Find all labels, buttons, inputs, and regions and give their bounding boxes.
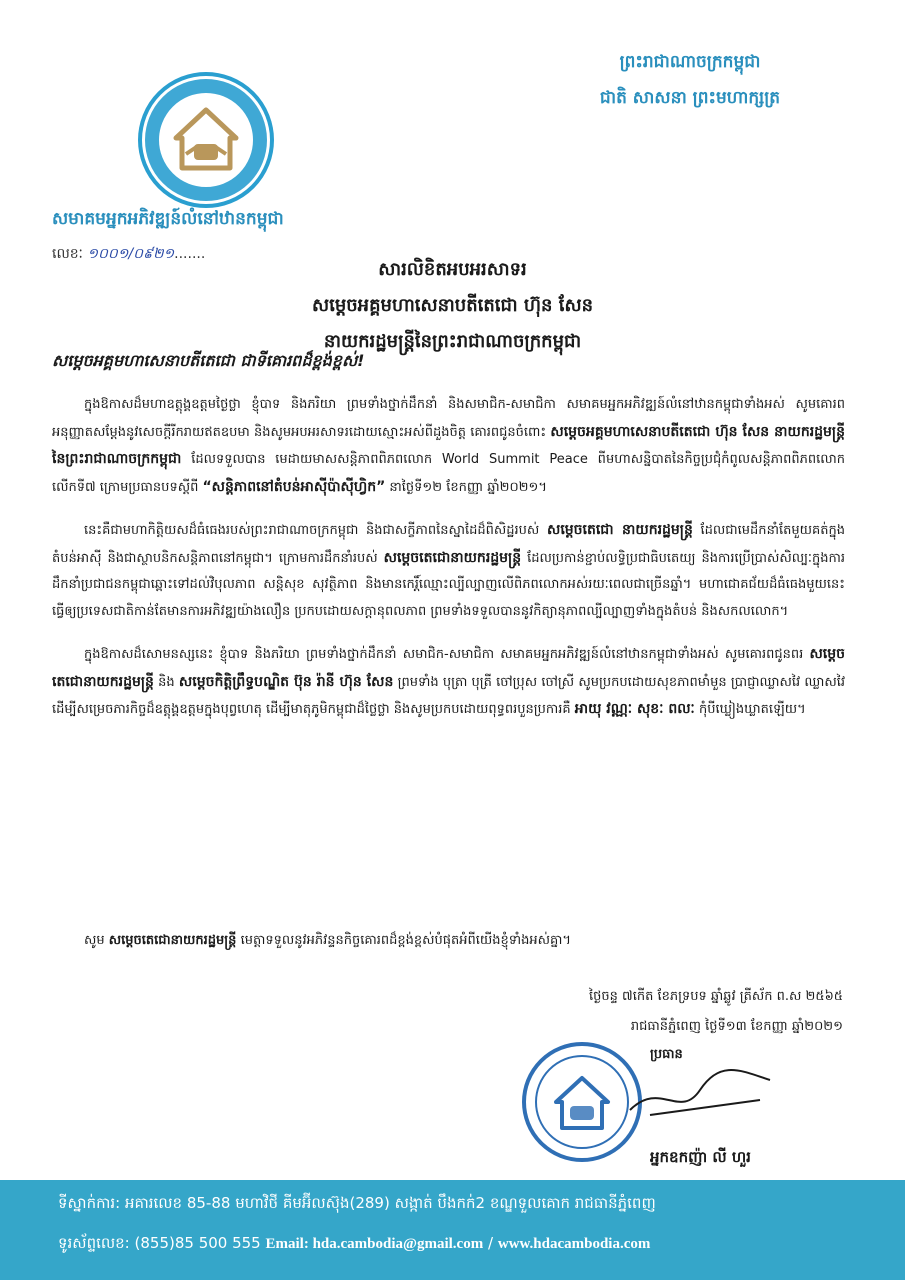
paragraph-bold: អាយុ វណ្ណៈ សុខៈ ពលៈ bbox=[574, 701, 695, 717]
letter-footer bbox=[0, 1180, 905, 1280]
paragraph-text: កុំបីឃ្លៀងឃ្លាតឡើយ។ bbox=[698, 702, 806, 717]
organization-name: សមាគមអ្នកអភិវឌ្ឍន៍លំនៅឋានកម្ពុជា bbox=[52, 209, 284, 229]
solar-date: រាជធានីភ្នំពេញ ថ្ងៃទី១៣ ខែកញ្ញា ឆ្នាំ២០២១ bbox=[630, 1019, 843, 1034]
reference-label: លេខៈ bbox=[52, 246, 83, 262]
salutation: សម្តេចអគ្គមហាសេនាបតីតេជោ ជាទីគោរពដ៏ខ្ពង់ខ្ពស់! bbox=[52, 351, 365, 370]
signer-role: ប្រធាន bbox=[650, 1047, 683, 1062]
paragraph-text: ព្រមទាំង បុត្រា បុត្រី ចៅប្រុស ចៅស្រី សូមប្រកបដោយសុខភាពមាំមួន ប្រាជ្ញាឈ្លាសវៃ ឈ្លាសវៃ ដើម្បីសម្រេចភារកិច្ចដ៏ឧត្តុង្គឧត្តមក្នុងបុព្វហេតុ ដើម្បីមាតុភូមិកម្ពុជាដ៏ថ្លៃថ្លា និងសូមប្រកបដោយពុទ្ធពរបួនប្រការគឺ bbox=[52, 674, 845, 717]
email-address: Email: hda.cambodia@gmail.com bbox=[265, 1236, 484, 1252]
paragraph-bold: សម្តេចកិត្តិព្រឹទ្ធបណ្ឌិត ប៊ុន រ៉ានី ហ៊ុន សែន bbox=[178, 673, 394, 690]
title-line-1: សារលិខិតអបអរសាទរ bbox=[378, 259, 527, 280]
paragraph-text: ដែលទទួលបាន មេដាយមាសសន្តិភាពពិភពលោក World Summit Peace ពីមហាសន្និបាតនៃកិច្ចប្រជុំកំពូលសន្តិភាពពិភពលោកលើកទី៧ ក្រោមប្រធានបទស្តីពី bbox=[52, 452, 845, 495]
paragraph-2 bbox=[52, 517, 845, 625]
paragraph-bold: សម្តេចតេជោនាយករដ្ឋមន្ត្រី bbox=[383, 549, 522, 566]
closing-prefix: សូម bbox=[84, 933, 105, 948]
closing-bold: សម្តេចតេជោនាយករដ្ឋមន្ត្រី bbox=[108, 933, 237, 948]
footer-separator: / bbox=[488, 1234, 494, 1252]
paragraph-text: នាថ្ងៃទី១២ ខែកញ្ញា ឆ្នាំ២០២១។ bbox=[389, 479, 547, 495]
association-logo-icon bbox=[136, 70, 276, 210]
footer-contact bbox=[58, 1234, 650, 1256]
phone-number: (855)85 500 555 bbox=[134, 1234, 261, 1252]
paragraph-text: ដែលប្រកាន់ខ្ជាប់លទ្ធិប្រជាធិបតេយ្យ និងការប្រើប្រាស់សិល្បៈក្នុងការដឹកនាំប្រជាជនកម្ពុជាឆ្ពោះទៅដល់វិបុលភាព សន្តិសុខ សុវត្ថិភាព និងមានកេរ្តិ៍ឈ្មោះល្បីល្បាញលើពិភពលោកអស់រយៈពេលជាច្រើនឆ្នាំ។ មហាជោគជ័យដ៏ធំធេងមួយនេះ ធ្វើឲ្យប្រទេសជាតិកាន់តែមានការអភិវឌ្ឍយ៉ាងលឿន ប្រកបដោយសក្តានុពលភាព ព្រមទាំងទទួលបាននូវកិត្យានុភាពល្បីល្បាញទាំងក្នុងតំបន់ និងសកលលោក។ bbox=[52, 550, 845, 619]
title-line-3: នាយករដ្ឋមន្ត្រីនៃព្រះរាជាណាចក្រកម្ពុជា bbox=[323, 331, 582, 352]
letter-title bbox=[180, 252, 725, 360]
closing-line bbox=[84, 932, 571, 951]
date-block bbox=[589, 982, 843, 1042]
title-line-2: សម្តេចអគ្គមហាសេនាបតីតេជោ ហ៊ុន សែន bbox=[311, 295, 594, 316]
signature-icon bbox=[620, 1060, 780, 1130]
paragraph-bold: សម្តេចតេជោ នាយករដ្ឋមន្ត្រី bbox=[546, 522, 693, 538]
phone-label: ទូរស័ព្ទលេខ: bbox=[58, 1234, 130, 1252]
reference-number: លេខៈ ១០០១/០៩២១....... bbox=[52, 246, 206, 262]
website-url: www.hdacambodia.com bbox=[497, 1236, 651, 1252]
kingdom-header bbox=[570, 44, 810, 116]
paragraph-text: ដែលជាមេដឹកនាំតែមួយគត់ក្នុងតំបន់អាស៊ី និងជាស្ថាបនិកសន្តិភាពនៅកម្ពុជា។ ក្រោមការដឹកនាំរបស់ bbox=[52, 523, 845, 566]
kingdom-line-2: ជាតិ សាសនា ព្រះមហាក្សត្រ bbox=[599, 88, 781, 108]
kingdom-line-1: ព្រះរាជាណាចក្រកម្ពុជា bbox=[619, 52, 761, 72]
paragraph-text: និង bbox=[158, 674, 175, 690]
paragraph-text: នេះគឺជាមហាកិត្តិយសដ៏ធំធេងរបស់ព្រះរាជាណាចក្រកម្ពុជា និងជាសក្ខីភាពនៃស្នាដៃដ៏ពិសិដ្ឋរបស់ bbox=[84, 523, 540, 538]
letter-body bbox=[52, 392, 845, 740]
reference-value: ១០០១/០៩២១ bbox=[87, 246, 175, 262]
paragraph-bold: សម្តេចតេជោនាយករដ្ឋមន្ត្រី bbox=[52, 646, 845, 690]
paragraph-3 bbox=[52, 641, 845, 724]
paragraph-bold: “សន្តិភាពនៅតំបន់អាស៊ីប៉ាស៊ីហ្វិក” bbox=[202, 478, 386, 495]
signer-name: អ្នកឧកញ៉ា លី ហួរ bbox=[650, 1148, 751, 1166]
paragraph-text: ក្នុងឱកាសដ៏មហាឧត្តុង្គឧត្តមថ្ងៃថ្លា ខ្ញុំបាទ និងភរិយា ព្រមទាំងថ្នាក់ដឹកនាំ និងសមាជិក-សមាជិកា សមាគមអ្នកអភិវឌ្ឍន៍លំនៅឋានកម្ពុជាទាំងអស់ សូមគោរពអនុញ្ញាតសម្តែងនូវសេចក្តីរីករាយឥតឧបមា និងសូមអបអរសាទរដោយស្មោះអស់ពីដួងចិត្ត គោរពជូនចំពោះ bbox=[52, 397, 845, 440]
paragraph-1 bbox=[52, 392, 845, 501]
footer-address: ទីស្នាក់ការ: អគារលេខ 85-88 មហាវិថី គីមអ៊ីលស៊ុង(289) សង្កាត់ បឹងកក់2 ខណ្ឌទួលគោក រាជធានីភ្នំពេញ bbox=[58, 1194, 656, 1212]
paragraph-bold: សម្តេចអគ្គមហាសេនាបតីតេជោ ហ៊ុន សែន នាយករដ្ឋមន្ត្រីនៃព្រះរាជាណាចក្រកម្ពុជា bbox=[52, 423, 845, 467]
paragraph-text: ក្នុងឱកាសដ៏សោមនស្សនេះ ខ្ញុំបាទ និងភរិយា ព្រមទាំងថ្នាក់ដឹកនាំ សមាជិក-សមាជិកា សមាគមអ្នកអភិវឌ្ឍន៍លំនៅឋានកម្ពុជាទាំងអស់ សូមគោរពជូនពរ bbox=[84, 647, 804, 662]
lunar-date: ថ្ងៃចន្ទ ៧កើត ខែភទ្របទ ឆ្នាំឆ្លូវ ត្រីស័ក ព.ស ២៥៦៥ bbox=[589, 989, 843, 1004]
closing-suffix: មេត្តាទទួលនូវអភិវន្ទនកិច្ចគោរពដ៏ខ្ពង់ខ្ពស់បំផុតអំពីយើងខ្ញុំទាំងអស់គ្នា។ bbox=[240, 933, 571, 948]
